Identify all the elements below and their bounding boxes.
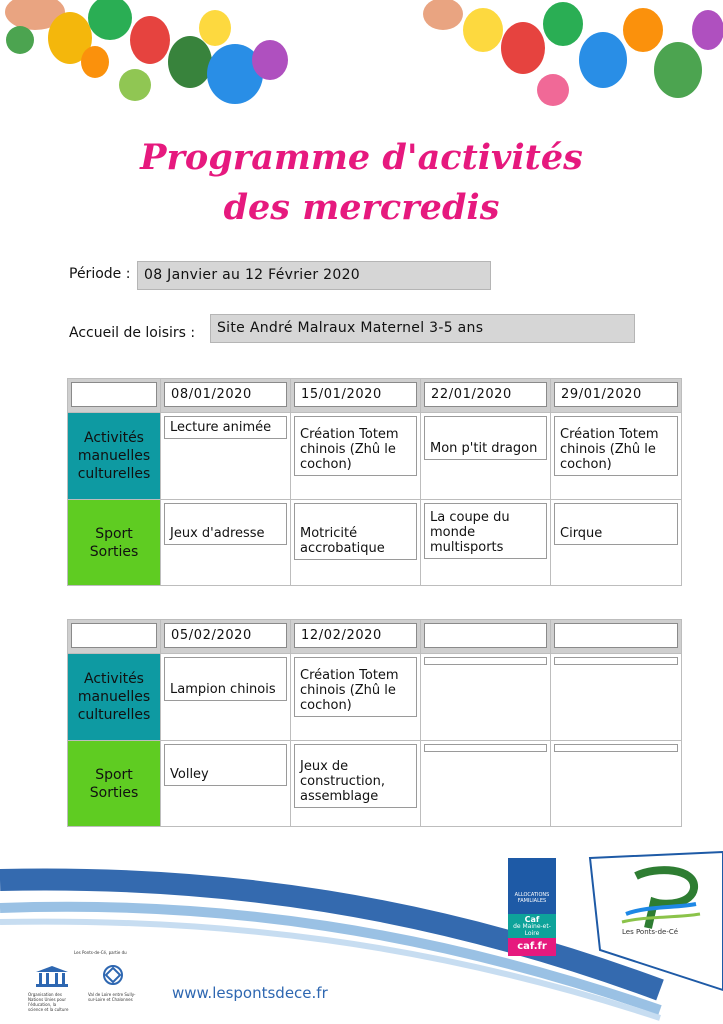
periode-label: Période : bbox=[69, 266, 131, 282]
date-box[interactable] bbox=[71, 623, 157, 648]
activity-cell[interactable]: Mon p'tit dragon bbox=[424, 416, 547, 460]
date-box[interactable]: 12/02/2020 bbox=[294, 623, 417, 648]
ponts-partie-text: Les Ponts-de-Cé, partie du bbox=[74, 950, 127, 955]
activity-cell[interactable] bbox=[424, 744, 547, 752]
caf-site-label: caf.fr bbox=[508, 938, 556, 956]
culture-row bbox=[68, 654, 682, 741]
caf-logo-top: ALLOCATIONS FAMILIALES bbox=[508, 858, 556, 914]
activity-cell[interactable]: Cirque bbox=[554, 503, 678, 545]
row-label-sport: Sport Sorties bbox=[68, 500, 161, 586]
activity-cell[interactable]: Création Totem chinois (Zhû le cochon) bbox=[554, 416, 678, 476]
les-ponts-de-ce-logo bbox=[596, 856, 716, 946]
activity-cell[interactable] bbox=[554, 744, 678, 752]
page-title-line1: Programme d'activités bbox=[140, 137, 583, 178]
activity-cell[interactable]: Lampion chinois bbox=[164, 657, 287, 701]
activity-cell[interactable]: Jeux de construction, assemblage bbox=[294, 744, 417, 808]
val-de-loire-text: Val de Loire entre Sully-sur-Loire et Chalonnes bbox=[88, 992, 136, 1002]
row-label-culture: Activités manuelles culturelles bbox=[68, 654, 161, 741]
activity-cell[interactable]: Création Totem chinois (Zhû le cochon) bbox=[294, 657, 417, 717]
row-label-sport: Sport Sorties bbox=[68, 741, 161, 827]
painted-hands-left-image bbox=[0, 0, 300, 120]
ponts-logo-text: Les Ponts-de-Cé bbox=[622, 928, 679, 936]
unesco-temple-icon bbox=[34, 964, 70, 988]
accueil-field[interactable]: Site André Malraux Maternel 3-5 ans bbox=[210, 314, 635, 343]
date-box[interactable]: 08/01/2020 bbox=[164, 382, 287, 407]
activity-cell[interactable]: Lecture animée bbox=[164, 416, 287, 439]
sport-row bbox=[68, 500, 682, 586]
sport-row bbox=[68, 741, 682, 827]
date-box[interactable] bbox=[424, 623, 547, 648]
activity-cell[interactable]: Jeux d'adresse bbox=[164, 503, 287, 545]
world-heritage-icon bbox=[102, 964, 124, 986]
accueil-label: Accueil de loisirs : bbox=[69, 325, 196, 341]
date-box[interactable]: 29/01/2020 bbox=[554, 382, 678, 407]
schedule-table-2 bbox=[67, 619, 682, 827]
unesco-text: Organisation des Nations Unies pour l'éducation, la science et la culture bbox=[28, 992, 69, 1012]
website-link[interactable]: www.lespontsdece.fr bbox=[172, 984, 328, 1002]
page-title-line2: des mercredis bbox=[223, 187, 500, 228]
date-row bbox=[68, 379, 682, 413]
date-box[interactable]: 15/01/2020 bbox=[294, 382, 417, 407]
date-row bbox=[68, 620, 682, 654]
activity-cell[interactable] bbox=[424, 657, 547, 665]
caf-logo-region: Caf de Maine-et-Loire bbox=[508, 914, 556, 938]
activity-cell[interactable] bbox=[554, 657, 678, 665]
unesco-logos bbox=[28, 950, 138, 1012]
schedule-table-1 bbox=[67, 378, 682, 586]
periode-field[interactable]: 08 Janvier au 12 Février 2020 bbox=[137, 261, 491, 290]
activity-cell[interactable]: Création Totem chinois (Zhû le cochon) bbox=[294, 416, 417, 476]
date-box[interactable] bbox=[71, 382, 157, 407]
culture-row bbox=[68, 413, 682, 500]
date-box[interactable]: 05/02/2020 bbox=[164, 623, 287, 648]
row-label-culture: Activités manuelles culturelles bbox=[68, 413, 161, 500]
caf-logo bbox=[508, 858, 556, 956]
date-box[interactable]: 22/01/2020 bbox=[424, 382, 547, 407]
activity-cell[interactable]: La coupe du monde multisports bbox=[424, 503, 547, 559]
date-box[interactable] bbox=[554, 623, 678, 648]
painted-hands-right-image bbox=[423, 0, 723, 120]
activity-cell[interactable]: Motricité accrobatique bbox=[294, 503, 417, 560]
activity-cell[interactable]: Volley bbox=[164, 744, 287, 786]
